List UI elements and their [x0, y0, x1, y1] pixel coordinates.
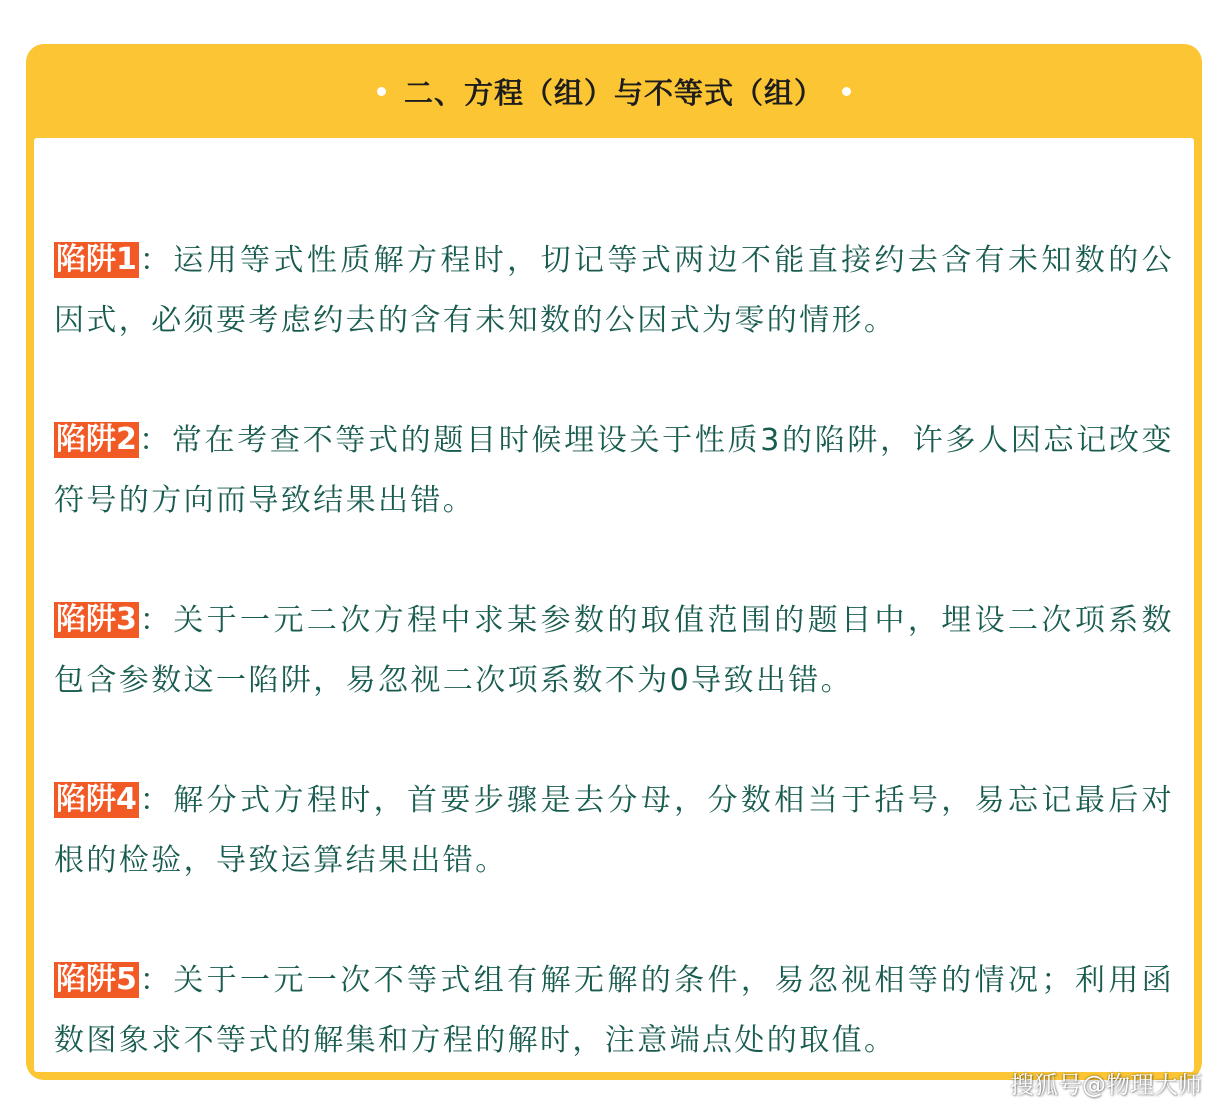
trap-text: 运用等式性质解方程时，切记等式两边不能直接约去含有未知数的公因式，必须要考虑约去的含有未知数的公因式为零的情形。 [54, 243, 1175, 338]
trap-text: 关于一元一次不等式组有解无解的条件，易忽视相等的情况；利用函数图象求不等式的解集和方程的解时，注意端点处的取值。 [54, 963, 1175, 1058]
trap-label: 陷阱1 [56, 242, 137, 277]
trap-separator: ： [138, 783, 174, 818]
left-dot-icon [377, 87, 386, 96]
section-header [26, 44, 1202, 138]
trap-item-3 [54, 591, 1174, 711]
trap-text: 解分式方程时，首要步骤是去分母，分数相当于括号，易忘记最后对根的检验，导致运算结果出错。 [54, 783, 1175, 878]
content-panel [34, 138, 1194, 1072]
right-dot-icon [842, 87, 851, 96]
trap-item-1 [54, 231, 1174, 351]
trap-text: 常在考查不等式的题目时候埋设关于性质3的陷阱，许多人因忘记改变符号的方向而导致结果出错。 [54, 423, 1174, 518]
trap-label: 陷阱3 [56, 602, 137, 637]
trap-item-2 [54, 411, 1174, 531]
content-card [26, 44, 1202, 1080]
trap-item-5 [54, 951, 1174, 1071]
trap-separator: ： [138, 963, 174, 998]
trap-separator: ： [138, 423, 172, 458]
trap-label: 陷阱2 [56, 422, 137, 457]
section-title: 二、方程（组）与不等式（组） [403, 75, 824, 110]
trap-item-4 [54, 771, 1174, 891]
trap-separator: ： [138, 603, 174, 638]
trap-text: 关于一元二次方程中求某参数的取值范围的题目中，埋设二次项系数包含参数这一陷阱，易忽视二次项系数不为0导致出错。 [54, 603, 1175, 698]
trap-separator: ： [138, 243, 174, 278]
watermark: 搜狐号@物理大师 [1010, 1071, 1202, 1099]
trap-label: 陷阱4 [56, 782, 137, 817]
trap-label: 陷阱5 [56, 962, 137, 997]
